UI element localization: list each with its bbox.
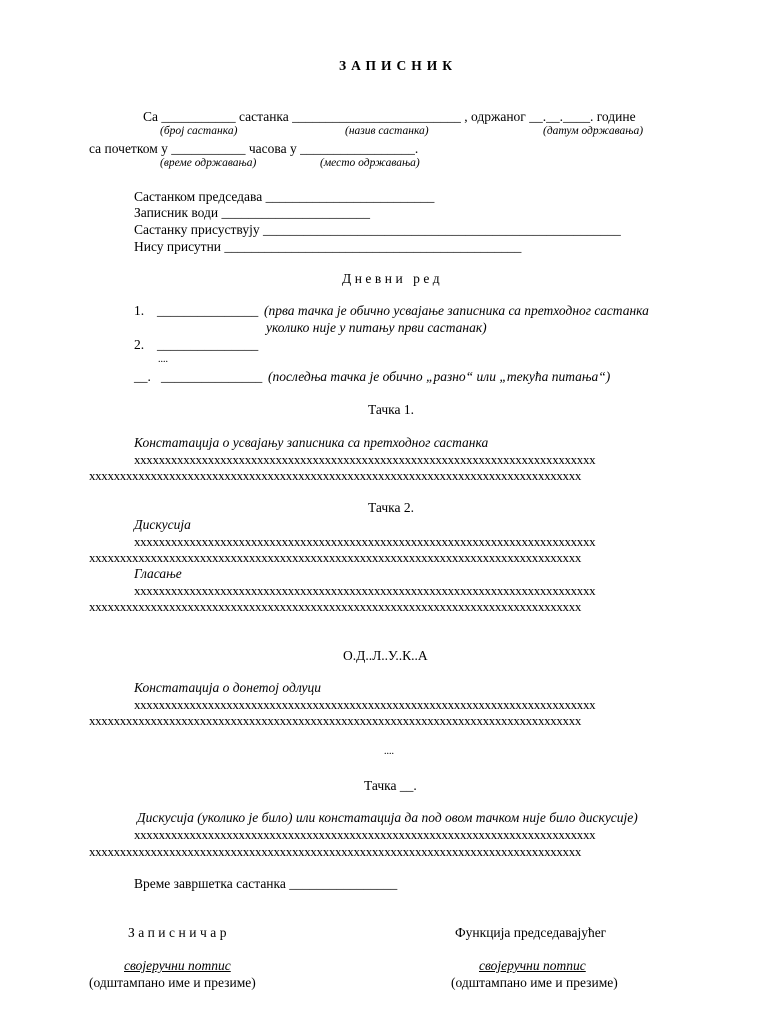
agenda-ellipsis: ....: [158, 354, 168, 365]
present-line: Састанку присуствују _____________________________________________________: [134, 222, 621, 237]
hint-meeting-place: (место одржавања): [320, 157, 420, 169]
agenda-item-2-number: 2.: [134, 337, 145, 352]
hint-meeting-name: (назив састанка): [345, 125, 429, 137]
point-1-label: Констатација о усвајању записника са претходног састанка: [134, 435, 489, 450]
intro-line-2: са почетком у ___________ часова у _________________.: [89, 141, 419, 156]
decision-text-line-2: xxxxxxxxxxxxxxxxxxxxxxxxxxxxxxxxxxxxxxxxxxxxxxxxxxxxxxxxxxxxxxxxxxxxxxxxxxxxxxxx: [89, 713, 582, 728]
point-last-heading: Тачка __.: [364, 778, 417, 793]
point-1-text-line-1: xxxxxxxxxxxxxxxxxxxxxxxxxxxxxxxxxxxxxxxxxxxxxxxxxxxxxxxxxxxxxxxxxxxxxxxxxxx: [134, 452, 596, 467]
point-2-vote-line-2: xxxxxxxxxxxxxxxxxxxxxxxxxxxxxxxxxxxxxxxxxxxxxxxxxxxxxxxxxxxxxxxxxxxxxxxxxxxxxxxx: [89, 599, 582, 614]
point-2-discussion-label: Дискусија: [134, 517, 191, 532]
recorder-line: Записник води ______________________: [134, 205, 371, 220]
end-time-line: Време завршетка састанка ________________: [134, 876, 398, 891]
point-2-vote-line-1: xxxxxxxxxxxxxxxxxxxxxxxxxxxxxxxxxxxxxxxxxxxxxxxxxxxxxxxxxxxxxxxxxxxxxxxxxxx: [134, 583, 596, 598]
agenda-item-2-blank: _______________: [157, 337, 259, 352]
recorder-signature-title: Записничар: [128, 925, 230, 940]
hint-meeting-date: (датум одржавања): [543, 125, 644, 137]
recorder-signature-label: својеручни потпис: [124, 958, 231, 973]
chair-signature-title: Функција председавајућег: [455, 925, 607, 940]
chair-signature-label: својеручни потпис: [479, 958, 586, 973]
absent-line: Нису присутни ____________________________________________: [134, 239, 522, 254]
chair-line: Састанком председава _________________________: [134, 189, 435, 204]
agenda-last-note: (последња тачка је обично „разно“ или „текућа питања“): [268, 369, 611, 384]
agenda-item-1-number: 1.: [134, 303, 145, 318]
agenda-last-blank: _______________: [161, 369, 263, 384]
agenda-item-1-note: (прва тачка је обично усвајање записника са претходног састанка: [264, 303, 649, 318]
chair-printed-name: (одштампано име и презиме): [451, 975, 618, 990]
decision-heading: О.Д..Л..У..К..А: [343, 648, 428, 663]
decision-text-line-1: xxxxxxxxxxxxxxxxxxxxxxxxxxxxxxxxxxxxxxxxxxxxxxxxxxxxxxxxxxxxxxxxxxxxxxxxxxx: [134, 697, 596, 712]
decision-label: Констатација о донетој одлуци: [134, 680, 322, 695]
point-2-vote-label: Гласање: [134, 566, 182, 581]
intro-line-1: Са ___________ састанка _________________________ , одржаног __.__.____. године: [143, 109, 636, 124]
point-1-text-line-2: xxxxxxxxxxxxxxxxxxxxxxxxxxxxxxxxxxxxxxxxxxxxxxxxxxxxxxxxxxxxxxxxxxxxxxxxxxxxxxxx: [89, 468, 582, 483]
hint-meeting-number: (број састанка): [160, 125, 238, 137]
recorder-printed-name: (одштампано име и презиме): [89, 975, 256, 990]
point-2-discussion-line-2: xxxxxxxxxxxxxxxxxxxxxxxxxxxxxxxxxxxxxxxxxxxxxxxxxxxxxxxxxxxxxxxxxxxxxxxxxxxxxxxx: [89, 550, 582, 565]
decision-ellipsis: ....: [384, 746, 394, 757]
agenda-last-number: __.: [134, 369, 151, 384]
document-title: ЗАПИСНИК: [339, 58, 458, 73]
point-2-heading: Тачка 2.: [368, 500, 414, 515]
agenda-heading: Дневни ред: [342, 271, 444, 286]
hint-meeting-time: (време одржавања): [160, 157, 257, 169]
point-1-heading: Тачка 1.: [368, 402, 414, 417]
point-last-label: Дискусија (уколико је било) или констатација да под овом тачком није било дискусије): [137, 810, 638, 825]
point-last-text-line-2: xxxxxxxxxxxxxxxxxxxxxxxxxxxxxxxxxxxxxxxxxxxxxxxxxxxxxxxxxxxxxxxxxxxxxxxxxxxxxxxx: [89, 844, 582, 859]
point-last-text-line-1: xxxxxxxxxxxxxxxxxxxxxxxxxxxxxxxxxxxxxxxxxxxxxxxxxxxxxxxxxxxxxxxxxxxxxxxxxxx: [134, 827, 596, 842]
point-2-discussion-line-1: xxxxxxxxxxxxxxxxxxxxxxxxxxxxxxxxxxxxxxxxxxxxxxxxxxxxxxxxxxxxxxxxxxxxxxxxxxx: [134, 534, 596, 549]
agenda-item-1-blank: _______________: [157, 303, 259, 318]
agenda-item-1-note-cont: уколико није у питању први састанак): [266, 320, 487, 335]
